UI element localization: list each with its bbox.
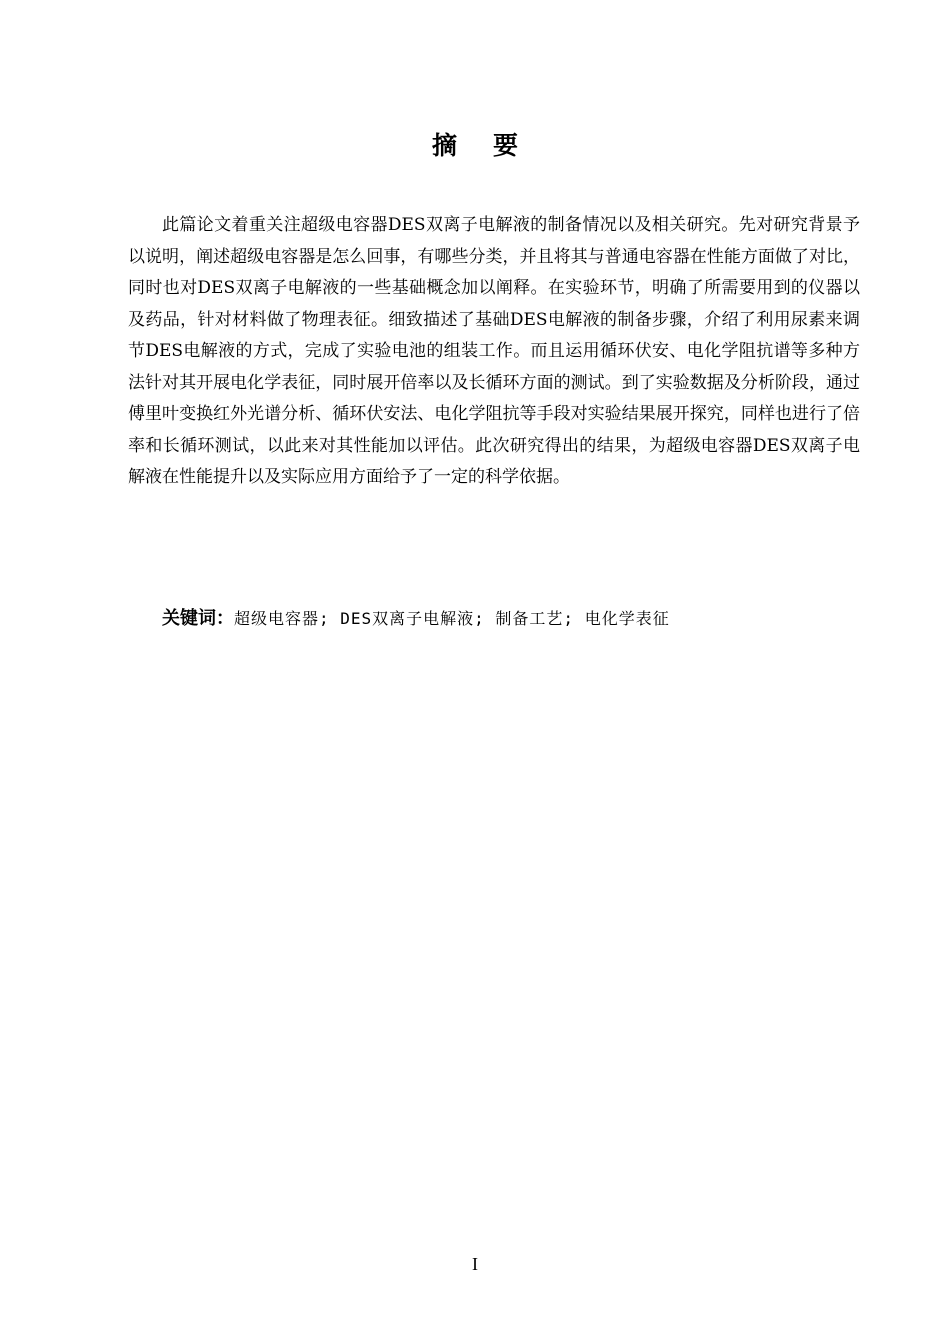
- page-title: 摘要: [431, 131, 554, 160]
- page-number: I: [472, 1254, 478, 1274]
- keywords-label: 关键词：: [162, 608, 234, 629]
- keywords-line: [162, 604, 862, 634]
- abstract-body: 此篇论文着重关注超级电容器DES双离子电解液的制备情况以及相关研究。先对研究背景予以说明，阐述超级电容器是怎么回事，有哪些分类，并且将其与普通电容器在性能方面做了对比，同时也对DES双离子电解液的一些基础概念加以阐释。在实验环节，明确了所需要用到的仪器以及药品，针对材料做了物理表征。细致描述了基础DES电解液的制备步骤，介绍了利用尿素来调节DES电解液的方式，完成了实验电池的组装工作。而且运用循环伏安、电化学阻抗谱等多种方法针对其开展电化学表征，同时展开倍率以及长循环方面的测试。到了实验数据及分析阶段，通过傅里叶变换红外光谱分析、循环伏安法、电化学阻抗等手段对实验结果展开探究，同样也进行了倍率和长循环测试，以此来对其性能加以评估。此次研究得出的结果，为超级电容器DES双离子电解液在性能提升以及实际应用方面给予了一定的科学依据。: [128, 215, 860, 487]
- keywords-value: 超级电容器; DES双离子电解液; 制备工艺; 电化学表征: [234, 609, 670, 628]
